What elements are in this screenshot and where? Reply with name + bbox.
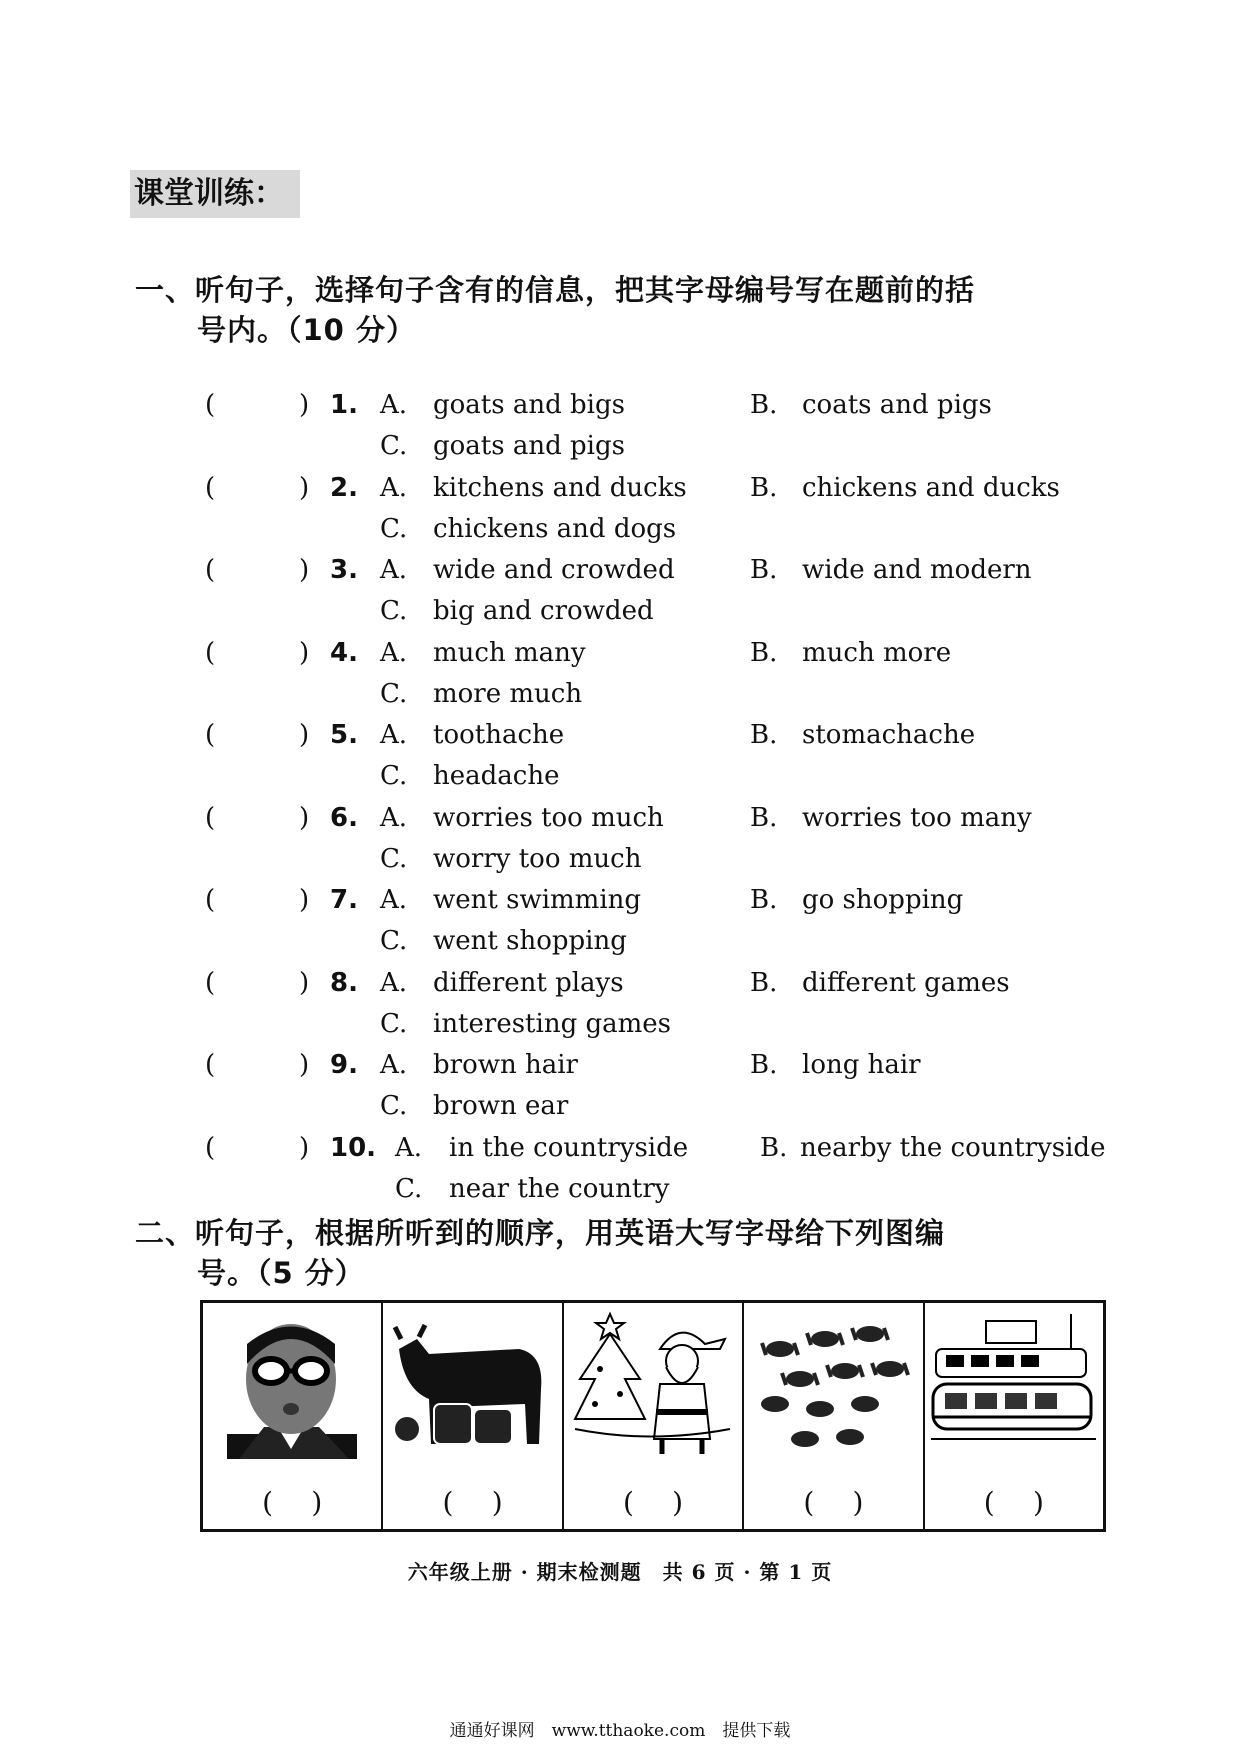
option-a-text: much many xyxy=(433,637,586,668)
question-row-option-c xyxy=(205,514,1135,556)
option-c-text: brown ear xyxy=(433,1091,569,1121)
question-number: 2. xyxy=(330,472,358,503)
picture-table xyxy=(200,1300,1106,1532)
answer-paren-open[interactable]: ( xyxy=(205,472,216,503)
picture-cell xyxy=(744,1303,924,1529)
section-heading: 课堂训练： xyxy=(130,170,300,218)
option-c-letter: C. xyxy=(380,1091,408,1121)
option-a-text: goats and bigs xyxy=(433,390,625,420)
option-b-letter: B. xyxy=(750,967,778,998)
answer-paren-open[interactable]: ( xyxy=(205,637,216,668)
option-a-text: went swimming xyxy=(433,885,642,915)
question-number: 6. xyxy=(330,802,358,833)
answer-paren-open[interactable]: ( xyxy=(205,885,216,915)
option-c-text: big and crowded xyxy=(433,596,654,626)
paren-open: ( xyxy=(803,1486,815,1519)
answer-paren-open[interactable]: ( xyxy=(205,802,216,833)
option-c-text: more much xyxy=(433,678,583,709)
source-footer: 通通好课网 www.tthaoke.com 提供下载 xyxy=(449,1721,791,1741)
question-row-option-c xyxy=(205,679,1135,721)
paren-open: ( xyxy=(262,1486,274,1519)
question-row-option-c xyxy=(205,1009,1135,1051)
question-row xyxy=(205,720,1135,762)
question-number: 5. xyxy=(330,720,358,750)
question-row xyxy=(205,638,1135,680)
option-b-letter: B. xyxy=(750,637,778,668)
option-c-letter: C. xyxy=(380,843,408,874)
answer-paren-close: ) xyxy=(299,637,310,668)
option-b-text: different games xyxy=(802,967,1010,998)
picture-cell xyxy=(564,1303,744,1529)
page-footer: 六年级上册 · 期末检测题 共 6 页 · 第 1 页 xyxy=(407,1560,833,1584)
question-row xyxy=(205,473,1135,515)
option-c-text: worry too much xyxy=(433,843,642,874)
question-row xyxy=(205,885,1135,927)
answer-paren-open[interactable]: ( xyxy=(205,390,216,420)
answer-paren-close: ) xyxy=(299,555,310,585)
question-number: 8. xyxy=(330,967,358,998)
picture-cell xyxy=(383,1303,563,1529)
option-a-letter: A. xyxy=(380,885,408,915)
section2-title-line1: 二、听句子，根据所听到的顺序，用英语大写字母给下列图编 xyxy=(135,1216,946,1250)
question-number: 1. xyxy=(330,390,358,420)
paren-close: ) xyxy=(491,1486,503,1519)
answer-paren-close: ) xyxy=(299,967,310,998)
option-b-letter: B. xyxy=(750,802,778,833)
section2-title-line2: 号。（5 分） xyxy=(197,1256,365,1290)
option-b-text: chickens and ducks xyxy=(802,472,1060,503)
question-row-option-c xyxy=(205,761,1135,803)
paren-close: ) xyxy=(672,1486,684,1519)
question-number: 10. xyxy=(330,1132,377,1163)
paren-open: ( xyxy=(622,1486,634,1519)
option-a-letter: A. xyxy=(380,390,408,420)
section1-title-line2: 号内。（10 分） xyxy=(197,313,416,347)
option-b-text: wide and modern xyxy=(802,555,1032,585)
boy-with-glasses-icon xyxy=(209,1309,374,1459)
option-b-text: stomachache xyxy=(802,720,976,750)
answer-paren-close: ) xyxy=(299,802,310,833)
option-b-text: long hair xyxy=(802,1050,921,1080)
option-c-text: chickens and dogs xyxy=(433,513,677,544)
option-b-letter: B. xyxy=(750,555,778,585)
cow-and-bags-icon xyxy=(389,1309,554,1459)
paren-open: ( xyxy=(442,1486,454,1519)
option-a-letter: A. xyxy=(380,637,408,668)
question-number: 3. xyxy=(330,555,358,585)
option-a-text: wide and crowded xyxy=(433,555,675,585)
option-b-letter: B. xyxy=(760,1132,788,1163)
option-a-text: different plays xyxy=(433,967,624,998)
candies-icon xyxy=(750,1309,915,1459)
section1-title xyxy=(135,270,1135,350)
answer-paren-close: ) xyxy=(299,1050,310,1080)
option-a-letter: A. xyxy=(380,720,408,750)
option-c-text: headache xyxy=(433,761,560,791)
question-row xyxy=(205,1050,1135,1092)
option-b-text: coats and pigs xyxy=(802,390,992,420)
train-and-trams-icon xyxy=(931,1309,1096,1459)
option-c-letter: C. xyxy=(380,596,408,626)
question-number: 4. xyxy=(330,637,358,668)
section1-title-line1: 一、听句子，选择句子含有的信息，把其字母编号写在题前的括 xyxy=(135,273,976,307)
question-number: 9. xyxy=(330,1050,358,1080)
option-b-text: go shopping xyxy=(802,885,964,915)
question-row xyxy=(205,555,1135,597)
answer-paren-close: ) xyxy=(299,720,310,750)
option-c-text: near the country xyxy=(449,1173,670,1204)
question-row xyxy=(205,968,1135,1010)
option-a-text: worries too much xyxy=(433,802,664,833)
option-c-text: went shopping xyxy=(433,926,627,956)
santa-and-tree-icon xyxy=(570,1309,735,1459)
question-row-option-c xyxy=(205,926,1135,968)
answer-paren-open[interactable]: ( xyxy=(205,720,216,750)
option-b-letter: B. xyxy=(750,472,778,503)
option-a-letter: A. xyxy=(380,967,408,998)
option-b-text: nearby the countryside xyxy=(800,1132,1106,1163)
section2-title xyxy=(135,1213,1135,1293)
answer-paren-open[interactable]: ( xyxy=(205,555,216,585)
question-number: 7. xyxy=(330,885,358,915)
option-b-letter: B. xyxy=(750,720,778,750)
option-b-text: much more xyxy=(802,637,952,668)
question-row-option-c xyxy=(205,596,1135,638)
question-row-option-c xyxy=(205,431,1135,473)
answer-paren-open[interactable]: ( xyxy=(205,1050,216,1080)
option-a-text: brown hair xyxy=(433,1050,578,1080)
answer-paren-close: ) xyxy=(299,1132,310,1163)
option-a-text: kitchens and ducks xyxy=(433,472,687,503)
picture-cell xyxy=(203,1303,383,1529)
option-c-letter: C. xyxy=(395,1173,423,1204)
option-a-letter: A. xyxy=(395,1132,423,1163)
option-a-letter: A. xyxy=(380,472,408,503)
option-c-letter: C. xyxy=(380,678,408,709)
answer-paren-close: ) xyxy=(299,885,310,915)
question-row-option-c xyxy=(205,1091,1135,1133)
paren-open: ( xyxy=(983,1486,995,1519)
option-a-text: in the countryside xyxy=(449,1132,689,1163)
picture-cell xyxy=(925,1303,1103,1529)
paren-close: ) xyxy=(852,1486,864,1519)
option-c-letter: C. xyxy=(380,1008,408,1039)
option-c-letter: C. xyxy=(380,761,408,791)
option-b-letter: B. xyxy=(750,885,778,915)
option-c-letter: C. xyxy=(380,513,408,544)
question-row-option-c xyxy=(205,844,1135,886)
paren-close: ) xyxy=(311,1486,323,1519)
option-b-letter: B. xyxy=(750,1050,778,1080)
option-a-text: toothache xyxy=(433,720,565,750)
option-b-text: worries too many xyxy=(802,802,1032,833)
option-c-letter: C. xyxy=(380,431,408,461)
option-c-text: interesting games xyxy=(433,1008,671,1039)
option-a-letter: A. xyxy=(380,555,408,585)
option-b-letter: B. xyxy=(750,390,778,420)
question-row xyxy=(205,1133,1135,1175)
option-c-text: goats and pigs xyxy=(433,431,625,461)
answer-paren-open[interactable]: ( xyxy=(205,967,216,998)
question-row xyxy=(205,390,1135,432)
option-a-letter: A. xyxy=(380,1050,408,1080)
question-row-option-c xyxy=(205,1174,1135,1216)
option-a-letter: A. xyxy=(380,802,408,833)
paren-close: ) xyxy=(1032,1486,1044,1519)
question-row xyxy=(205,803,1135,845)
answer-paren-close: ) xyxy=(299,472,310,503)
answer-paren-open[interactable]: ( xyxy=(205,1132,216,1163)
answer-paren-close: ) xyxy=(299,390,310,420)
option-c-letter: C. xyxy=(380,926,408,956)
